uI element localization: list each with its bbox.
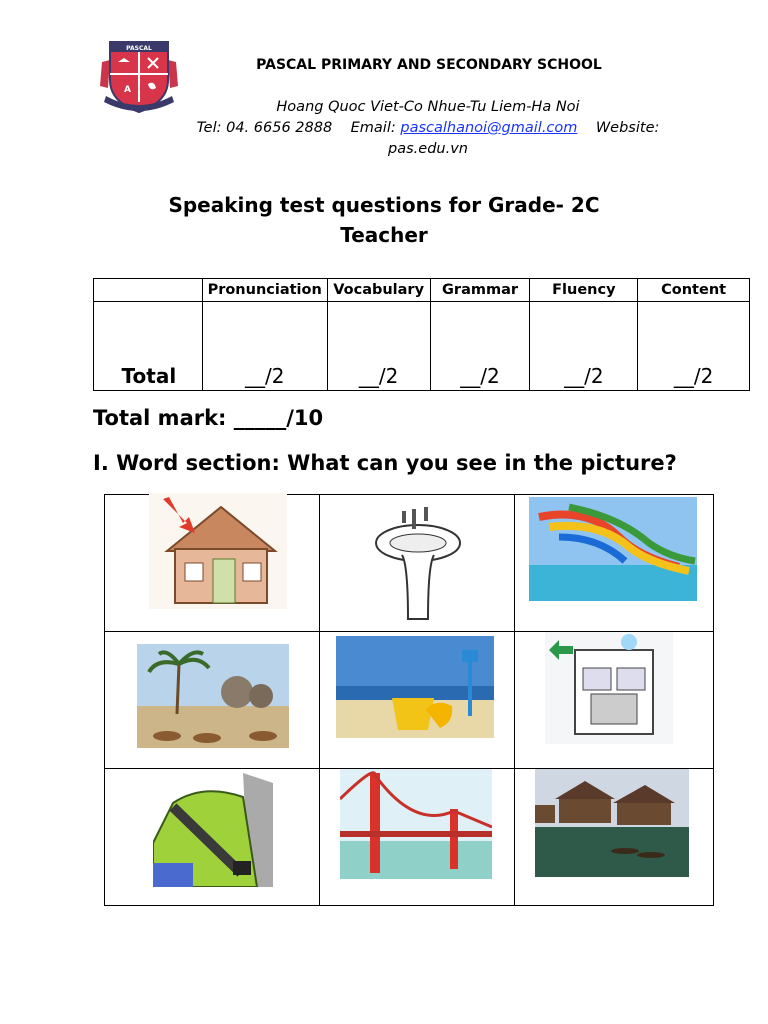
school-address-block	[190, 97, 666, 160]
score-table	[93, 278, 750, 391]
picture-cell	[515, 495, 714, 632]
picture-grid	[104, 494, 714, 906]
picture-cell	[320, 769, 515, 906]
contact-line	[190, 118, 666, 139]
water-slide-icon	[529, 497, 697, 601]
desert-camels-icon	[137, 644, 289, 748]
title-line-1: Speaking test questions for Grade- 2C	[168, 193, 600, 217]
col-fluency: Fluency	[530, 279, 638, 302]
score-pronunciation[interactable]: __/2	[202, 302, 327, 391]
svg-text:A: A	[124, 85, 131, 95]
score-header-row	[94, 279, 750, 302]
col-vocabulary: Vocabulary	[327, 279, 430, 302]
col-pronunciation: Pronunciation	[202, 279, 327, 302]
total-label: Total	[94, 302, 203, 391]
score-header-blank	[94, 279, 203, 302]
score-content[interactable]: __/2	[638, 302, 750, 391]
score-total-row	[94, 302, 750, 391]
address: Hoang Quoc Viet-Co Nhue-Tu Liem-Ha Noi	[276, 99, 580, 115]
score-vocabulary[interactable]: __/2	[327, 302, 430, 391]
beach-bucket-icon	[336, 636, 494, 738]
col-grammar: Grammar	[430, 279, 530, 302]
email-label: Email:	[350, 120, 396, 136]
email-link[interactable]: pascalhanoi@gmail.com	[400, 120, 578, 136]
score-grammar[interactable]: __/2	[430, 302, 530, 391]
picture-cell	[320, 632, 515, 769]
picture-cell	[515, 632, 714, 769]
total-mark: Total mark: _____/10	[93, 406, 324, 430]
sink-icon	[372, 503, 464, 625]
school-logo	[96, 36, 182, 114]
tel: Tel: 04. 6656 2888	[196, 120, 333, 136]
page-title	[150, 190, 618, 250]
picture-cell	[105, 632, 320, 769]
picture-cell	[105, 495, 320, 632]
svg-text:PASCAL: PASCAL	[126, 45, 152, 52]
title-line-2: Teacher	[340, 223, 428, 247]
website-label: Website:	[595, 120, 660, 136]
section-title: I. Word section: What can you see in the picture?	[93, 451, 677, 475]
col-content: Content	[638, 279, 750, 302]
seatbelt-icon	[153, 773, 273, 887]
picture-cell	[515, 769, 714, 906]
house-icon	[149, 493, 287, 609]
picture-cell	[320, 495, 515, 632]
school-name: PASCAL PRIMARY AND SECONDARY SCHOOL	[256, 57, 602, 73]
bridge-icon	[340, 769, 492, 879]
score-fluency[interactable]: __/2	[530, 302, 638, 391]
ambulance-icon	[545, 632, 673, 744]
picture-cell	[105, 769, 320, 906]
website: pas.edu.vn	[388, 141, 468, 157]
stilt-houses-icon	[535, 769, 689, 877]
